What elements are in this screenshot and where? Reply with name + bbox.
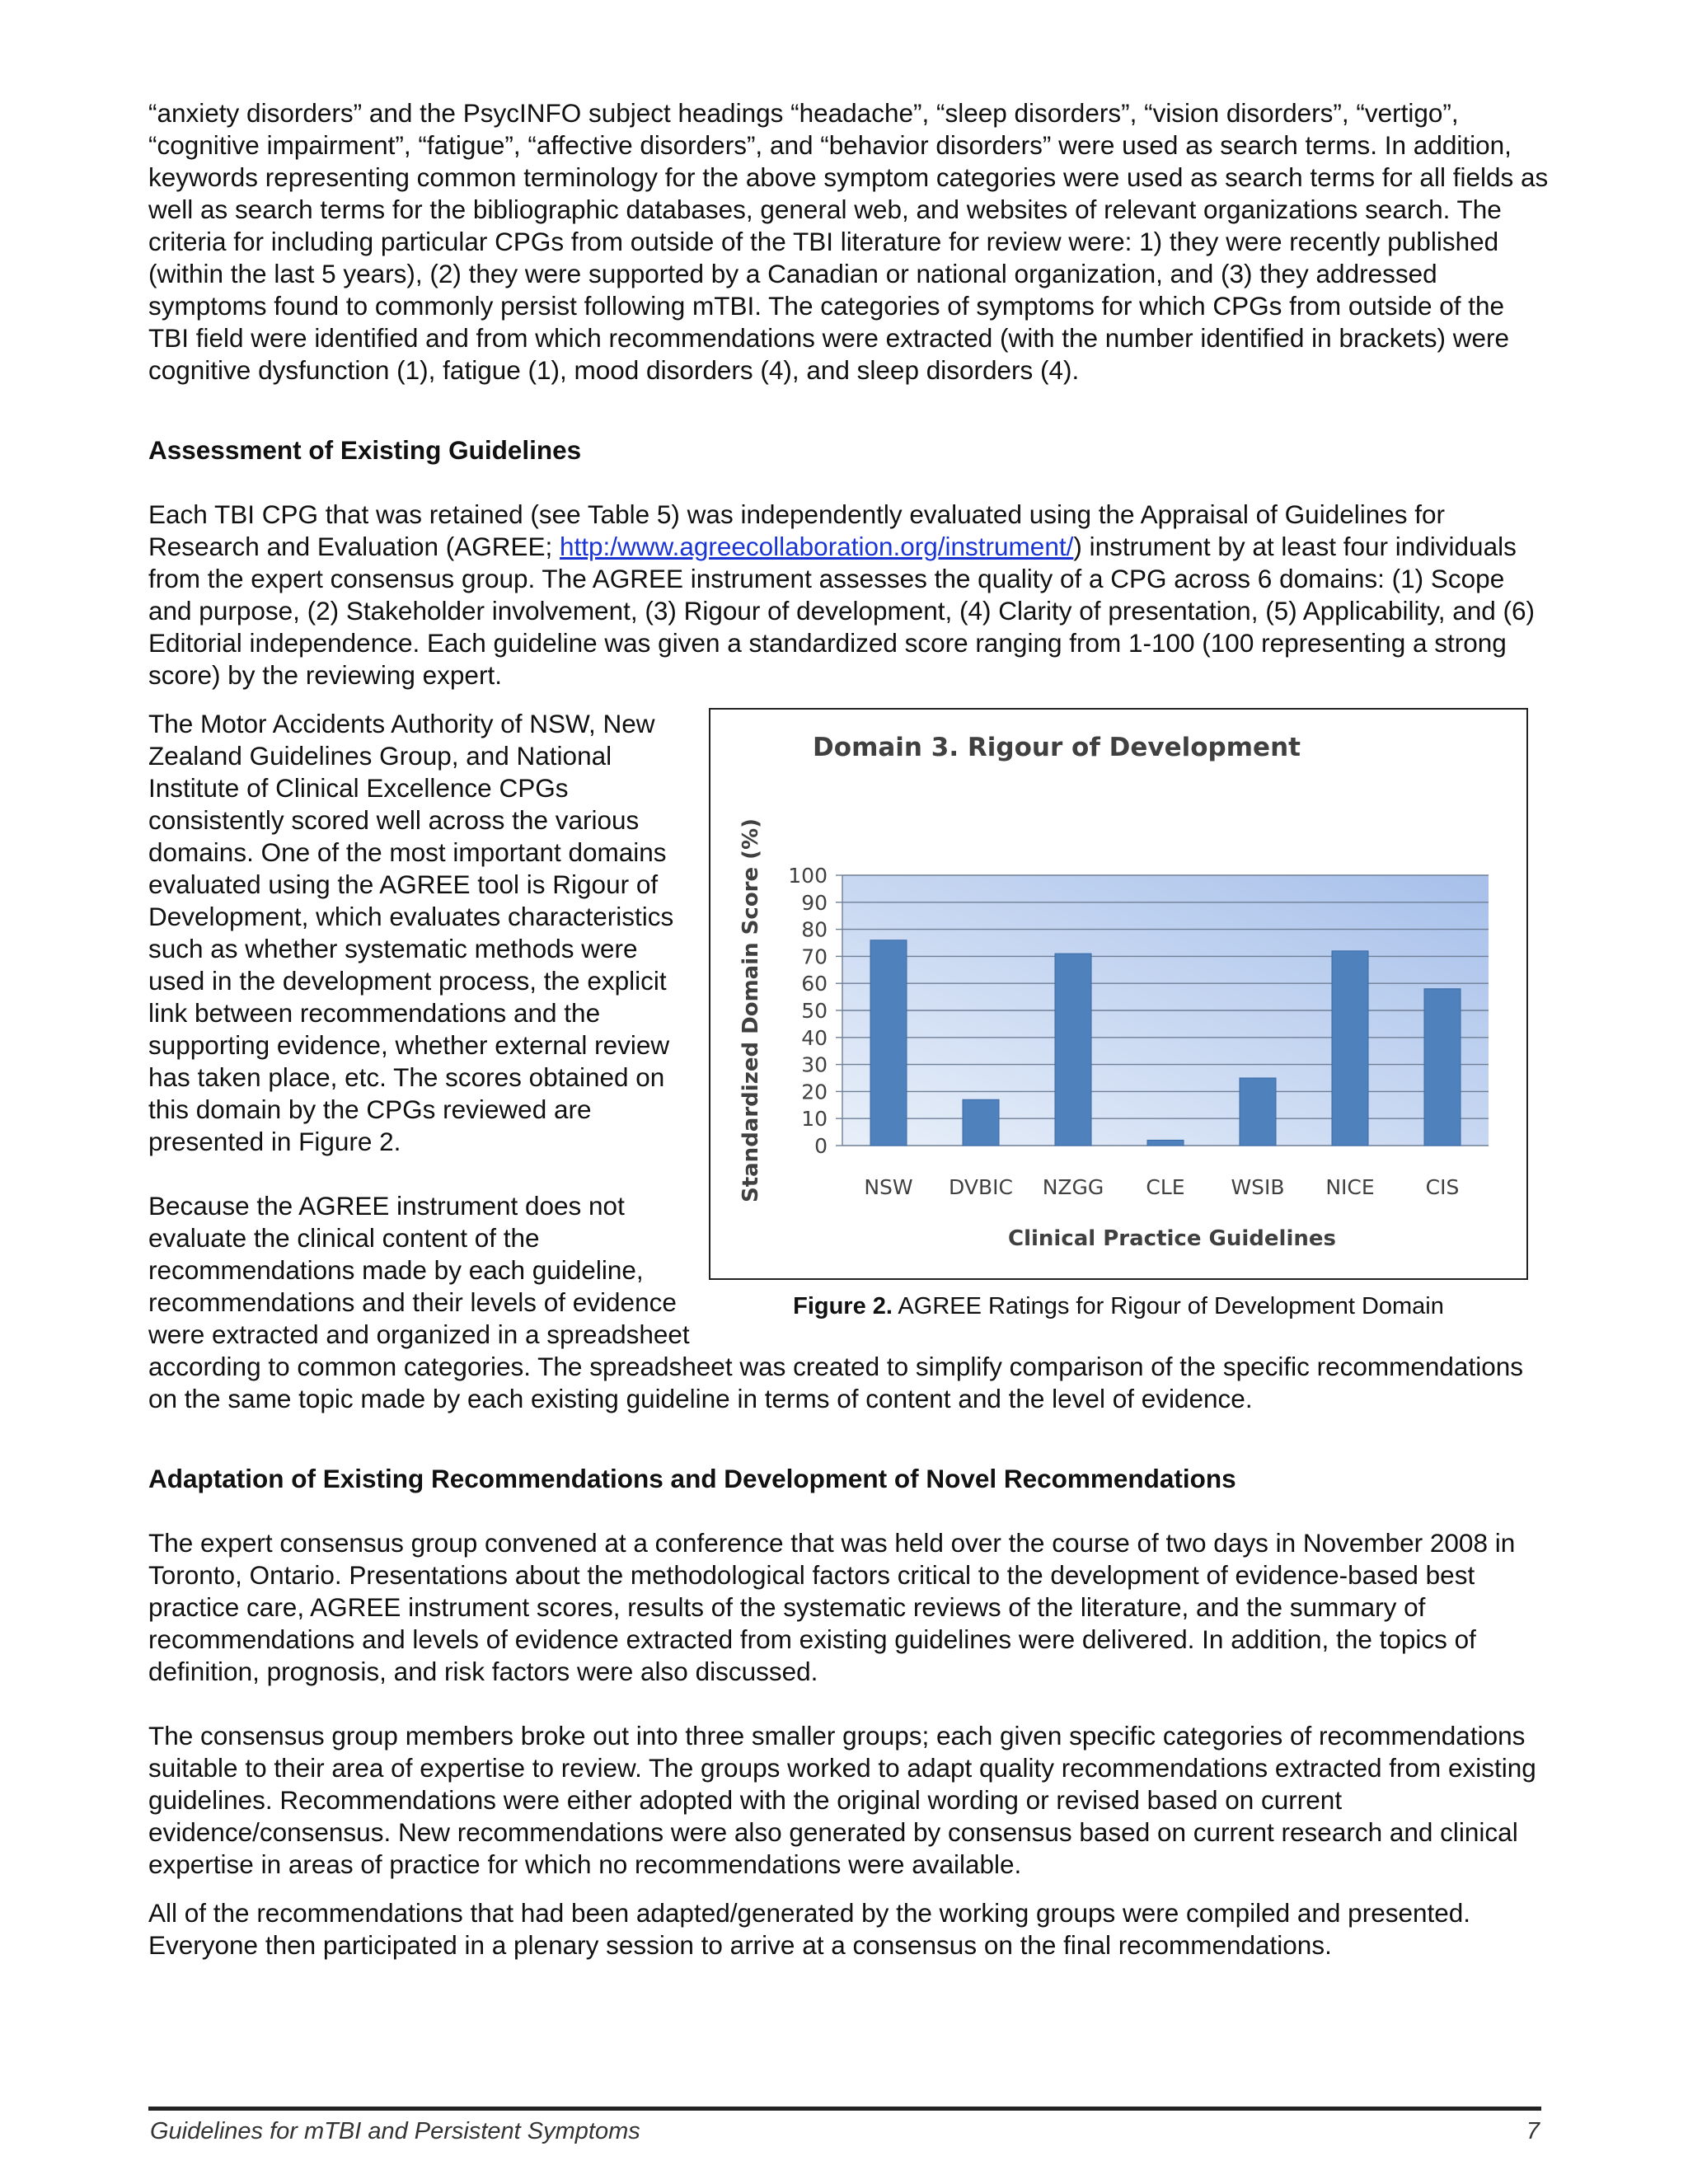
bar-dvbic <box>963 1099 999 1146</box>
y-tick-labels <box>788 864 828 1158</box>
y-tick-label: 40 <box>801 1025 828 1050</box>
y-tick-label: 60 <box>801 972 828 996</box>
y-tick-label: 50 <box>801 999 828 1023</box>
y-tick-label: 100 <box>788 864 828 888</box>
paragraph-search-terms: “anxiety disorders” and the PsycINFO subject headings “headache”, “sleep disorders”, “vision disorders”, “vertigo”, “cognitive impairment”, “fatigue”, “affective disorders”, and “behavior disorders” were used as search terms. In addition, keywords representing common terminology for the above symptom categories were used as search terms for all fields as well as search terms for the bibliographic databases, general web, and websites of relevant organizations search. The criteria for including particular CPGs from outside of the TBI literature for review were: 1) they were recently published (within the last 5 years), (2) they were supported by a Canadian or national organization, and (3) they addressed symptoms found to commonly persist following mTBI. The categories of symptoms for which CPGs from outside of the TBI field were identified and from which recommendations were extracted (with the number identified in brackets) were cognitive dysfunction (1), fatigue (1), mood disorders (4), and sleep disorders (4). <box>148 98 1549 385</box>
page-content <box>148 97 1550 1961</box>
footer-title: Guidelines for mTBI and Persistent Symptoms <box>150 2118 640 2144</box>
x-tick-label-wsib: WSIB <box>1231 1175 1285 1199</box>
footer-rule <box>148 2107 1541 2111</box>
y-tick-label: 10 <box>801 1107 828 1132</box>
y-tick-label: 90 <box>801 890 828 915</box>
paragraph-conference: The expert consensus group convened at a conference that was held over the course of two days in November 2008 in Toronto, Ontario. Presentations about the methodological factors critical to the development of evidence-based best practice care, AGREE instrument scores, results of the systematic reviews of the literature, and the summary of recommendations and levels of evidence extracted from existing guidelines were delivered. In addition, the topics of definition, prognosis, and risk factors were also discussed. <box>148 1528 1516 1686</box>
x-tick-label-nzgg: NZGG <box>1042 1175 1104 1199</box>
y-axis-label: Standardized Domain Score (%) <box>738 818 763 1203</box>
paragraph-breakout-groups: The consensus group members broke out into three smaller groups; each given specific categories of recommendations suitable to their area of expertise to review. The groups worked to adapt quality recommendations extracted from existing guidelines. Recommendations were either adopted with the original wording or revised based on current evidence/consensus. New recommendations were also generated by consensus based on current research and clinical expertise in areas of practice for which no recommendations were available. <box>148 1721 1536 1879</box>
paragraph-spreadsheet: Because the AGREE instrument does not evaluate the clinical content of the recommendations made by each guideline, recommendations and their levels of evidence were extracted and organized in a spreadsheet according to common categories. The spreadsheet was created to simplify comparison of the specific recommendations on the same topic made by each existing guideline in terms of content and the level of evidence. <box>148 1191 1523 1413</box>
paragraph-rigour-of-development: The Motor Accidents Authority of NSW, New Zealand Guidelines Group, and National Institute of Clinical Excellence CPGs consistently scored well across the various domains. One of the most important domains evaluated using the AGREE tool is Rigour of Development, which evaluates characteristics such as whether systematic methods were used in the development process, the explicit link between recommendations and the supporting evidence, whether external review has taken place, etc. The scores obtained on this domain by the CPGs reviewed are presented in Figure 2. <box>148 709 674 1156</box>
page-number: 7 <box>1526 2118 1540 2144</box>
bar-chart <box>710 710 1526 1278</box>
bar-nsw <box>870 940 907 1146</box>
bar-wsib <box>1240 1078 1276 1146</box>
y-tick-label: 70 <box>801 944 828 969</box>
chart-title: Domain 3. Rigour of Development <box>813 733 1301 762</box>
bar-nzgg <box>1055 954 1091 1146</box>
bar-cle <box>1147 1140 1184 1146</box>
x-axis-label: Clinical Practice Guidelines <box>1008 1226 1336 1251</box>
x-tick-label-cle: CLE <box>1146 1175 1185 1199</box>
x-tick-label-dvbic: DVBIC <box>949 1175 1013 1199</box>
bar-nice <box>1332 951 1368 1146</box>
paragraph-agree-instrument <box>148 499 1550 691</box>
x-tick-labels <box>864 1175 1459 1199</box>
bar-cis <box>1424 989 1461 1146</box>
agree-text-after-link: ) instrument by at least four individuals from the expert consensus group. The AGREE instrument assesses the quality of a CPG across 6 domains: (1) Scope and purpose, (2) Stakeholder involvement, (3) Rigour of development, (4) Clarity of presentation, (5) Applicability, and (6) Editorial independence. Each guideline was given a standardized score ranging from 1-100 (100 representing a strong score) by the reviewing expert. <box>148 532 1536 690</box>
y-tick-label: 30 <box>801 1052 828 1077</box>
y-tick-label: 0 <box>814 1134 828 1158</box>
heading-adaptation: Adaptation of Existing Recommendations and Development of Novel Recommendations <box>148 1464 1236 1493</box>
x-tick-label-nsw: NSW <box>864 1175 913 1199</box>
page-footer <box>150 2118 1540 2145</box>
x-tick-label-cis: CIS <box>1425 1175 1460 1199</box>
figure-caption <box>709 1280 1528 1321</box>
chart-frame <box>709 708 1528 1280</box>
agree-text-before-link: Each TBI CPG that was retained (see Table 5) was independently evaluated using the Appraisal of Guidelines for Research and Evaluation (AGREE; <box>148 499 1446 561</box>
x-tick-label-nice: NICE <box>1325 1175 1375 1199</box>
y-tick-label: 80 <box>801 917 828 942</box>
figure-caption-label: Figure 2. <box>793 1293 893 1319</box>
y-tick-label: 20 <box>801 1080 828 1104</box>
figure-caption-text: AGREE Ratings for Rigour of Development Domain <box>892 1293 1444 1319</box>
paragraph-plenary: All of the recommendations that had been adapted/generated by the working groups were compiled and presented. Everyone then participated in a plenary session to arrive at a consensus on the final recommendations. <box>148 1898 1471 1960</box>
heading-assessment: Assessment of Existing Guidelines <box>148 435 582 465</box>
figure-2 <box>709 708 1528 1321</box>
agree-instrument-link[interactable]: http:/www.agreecollaboration.org/instrument/ <box>560 532 1074 561</box>
